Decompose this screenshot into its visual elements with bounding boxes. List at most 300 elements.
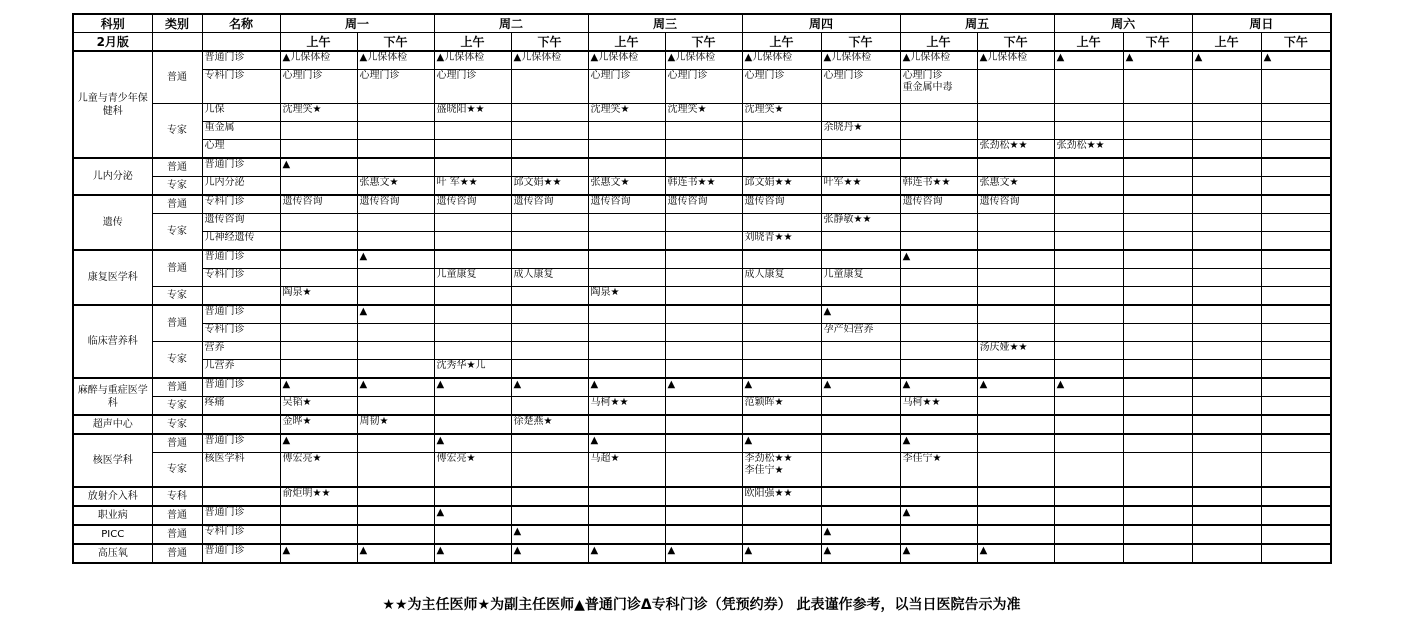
schedule-cell	[665, 397, 742, 416]
schedule-cell	[1261, 214, 1331, 232]
schedule-cell	[742, 342, 821, 360]
schedule-cell: ▲	[434, 544, 511, 563]
schedule-cell	[1192, 487, 1261, 506]
category-label: 普通	[152, 544, 202, 563]
schedule-cell	[1192, 434, 1261, 453]
category-label: 专家	[152, 453, 202, 488]
half-label: 下午	[357, 33, 434, 52]
schedule-cell	[1192, 269, 1261, 287]
schedule-cell	[588, 269, 665, 287]
department-name: 遗传	[73, 195, 152, 250]
schedule-cell: ▲	[1054, 378, 1123, 397]
schedule-cell	[434, 250, 511, 269]
schedule-cell	[1123, 342, 1192, 360]
schedule-cell: ▲	[665, 544, 742, 563]
schedule-cell	[1192, 544, 1261, 563]
schedule-cell: 金晔★	[280, 415, 357, 434]
schedule-cell	[977, 525, 1054, 544]
schedule-cell	[1123, 269, 1192, 287]
schedule-cell	[1054, 434, 1123, 453]
schedule-cell	[1192, 232, 1261, 251]
schedule-cell	[1261, 250, 1331, 269]
schedule-cell	[511, 305, 588, 324]
schedule-cell	[588, 250, 665, 269]
schedule-cell: 遗传咨询	[434, 195, 511, 214]
schedule-cell: ▲	[588, 544, 665, 563]
clinic-name: 普通门诊	[202, 378, 280, 397]
schedule-cell: 心理门诊 重金属中毒	[900, 70, 977, 104]
schedule-cell: ▲儿保体检	[977, 51, 1054, 70]
schedule-cell	[511, 324, 588, 342]
schedule-cell: 遗传咨询	[511, 195, 588, 214]
schedule-cell	[821, 434, 900, 453]
clinic-name: 普通门诊	[202, 544, 280, 563]
schedule-cell	[434, 324, 511, 342]
schedule-cell	[742, 360, 821, 379]
schedule-cell	[900, 140, 977, 159]
clinic-name	[202, 287, 280, 306]
table-row	[73, 324, 1331, 342]
schedule-cell: 余晓丹★	[821, 122, 900, 140]
schedule-cell	[1054, 195, 1123, 214]
schedule-cell	[1054, 158, 1123, 177]
department-name: 核医学科	[73, 434, 152, 487]
schedule-cell	[1054, 104, 1123, 122]
header-row-halves	[73, 33, 1331, 52]
schedule-cell: ▲	[357, 250, 434, 269]
schedule-cell: 沈理笑★	[280, 104, 357, 122]
schedule-cell	[1192, 305, 1261, 324]
category-label: 普通	[152, 525, 202, 544]
schedule-cell	[977, 453, 1054, 488]
schedule-cell	[1123, 232, 1192, 251]
schedule-cell: ▲	[280, 434, 357, 453]
header-thu: 周四	[742, 14, 900, 33]
schedule-cell	[1123, 195, 1192, 214]
schedule-cell	[1192, 214, 1261, 232]
schedule-cell	[665, 360, 742, 379]
table-row	[73, 140, 1331, 159]
schedule-cell	[977, 269, 1054, 287]
schedule-cell: 遗传咨询	[280, 195, 357, 214]
half-label: 上午	[280, 33, 357, 52]
table-row	[73, 51, 1331, 70]
schedule-cell	[357, 122, 434, 140]
schedule-cell	[1192, 140, 1261, 159]
schedule-cell	[1054, 525, 1123, 544]
schedule-cell	[1123, 544, 1192, 563]
clinic-name: 营养	[202, 342, 280, 360]
schedule-cell	[665, 305, 742, 324]
schedule-cell: 傅宏亮★	[280, 453, 357, 488]
category-label: 普通	[152, 305, 202, 342]
schedule-cell	[280, 342, 357, 360]
schedule-cell: 马柯★★	[588, 397, 665, 416]
category-label: 普通	[152, 51, 202, 104]
schedule-cell	[1123, 434, 1192, 453]
schedule-cell	[1123, 453, 1192, 488]
schedule-cell: ▲儿保体检	[742, 51, 821, 70]
schedule-cell	[900, 487, 977, 506]
schedule-cell	[434, 158, 511, 177]
schedule-cell	[280, 506, 357, 525]
schedule-cell	[1123, 214, 1192, 232]
schedule-cell	[588, 305, 665, 324]
schedule-cell	[434, 232, 511, 251]
schedule-cell	[1192, 158, 1261, 177]
schedule-cell	[821, 397, 900, 416]
half-label: 下午	[1261, 33, 1331, 52]
schedule-cell	[357, 214, 434, 232]
clinic-name: 专科门诊	[202, 269, 280, 287]
half-label: 上午	[742, 33, 821, 52]
schedule-cell	[742, 305, 821, 324]
schedule-cell	[434, 487, 511, 506]
schedule-cell	[280, 232, 357, 251]
schedule-cell	[1261, 140, 1331, 159]
schedule-cell: 心理门诊	[357, 70, 434, 104]
schedule-cell	[665, 487, 742, 506]
schedule-cell: 成人康复	[511, 269, 588, 287]
schedule-cell: 沈秀华★儿	[434, 360, 511, 379]
schedule-cell: ▲	[821, 525, 900, 544]
schedule-cell: 孕产妇营养	[821, 324, 900, 342]
schedule-cell	[977, 305, 1054, 324]
category-label: 普通	[152, 158, 202, 177]
schedule-cell: 遗传咨询	[900, 195, 977, 214]
schedule-cell	[1192, 342, 1261, 360]
category-label: 普通	[152, 250, 202, 287]
schedule-cell	[1192, 177, 1261, 196]
schedule-cell	[1261, 122, 1331, 140]
schedule-cell	[1192, 506, 1261, 525]
schedule-cell	[357, 434, 434, 453]
schedule-cell	[742, 324, 821, 342]
schedule-cell	[977, 104, 1054, 122]
schedule-cell: ▲	[821, 544, 900, 563]
schedule-cell: 遗传咨询	[977, 195, 1054, 214]
schedule-cell	[977, 122, 1054, 140]
schedule-cell	[280, 305, 357, 324]
schedule-cell	[1054, 506, 1123, 525]
schedule-cell	[1054, 544, 1123, 563]
schedule-cell	[742, 250, 821, 269]
schedule-cell: 叶 军★★	[434, 177, 511, 196]
schedule-cell	[900, 287, 977, 306]
clinic-name: 儿保	[202, 104, 280, 122]
schedule-cell: 心理门诊	[588, 70, 665, 104]
schedule-cell: ▲	[280, 158, 357, 177]
schedule-cell	[1261, 158, 1331, 177]
schedule-cell	[821, 158, 900, 177]
schedule-cell	[821, 104, 900, 122]
schedule-cell: ▲	[434, 378, 511, 397]
schedule-cell: ▲儿保体检	[588, 51, 665, 70]
schedule-cell	[1261, 434, 1331, 453]
legend-note: ★★为主任医师★为副主任医师▲普通门诊Δ专科门诊（凭预约券） 此表谨作参考，以当日医院告示为准	[382, 597, 1021, 613]
schedule-cell	[1123, 525, 1192, 544]
schedule-cell	[900, 104, 977, 122]
schedule-cell	[1054, 70, 1123, 104]
schedule-cell	[900, 122, 977, 140]
table-row	[73, 360, 1331, 379]
schedule-cell	[1123, 122, 1192, 140]
schedule-cell	[1261, 506, 1331, 525]
schedule-cell	[1261, 453, 1331, 488]
department-name: 康复医学科	[73, 250, 152, 305]
schedule-cell: 心理门诊	[665, 70, 742, 104]
schedule-cell	[742, 506, 821, 525]
schedule-cell: 李劲松★★ 李佳宁★	[742, 453, 821, 488]
table-row	[73, 232, 1331, 251]
schedule-cell	[511, 214, 588, 232]
schedule-cell: ▲	[742, 434, 821, 453]
schedule-cell: ▲	[821, 378, 900, 397]
schedule-cell	[588, 525, 665, 544]
schedule-cell	[1261, 487, 1331, 506]
schedule-cell	[434, 342, 511, 360]
clinic-name: 重金属	[202, 122, 280, 140]
schedule-cell	[977, 506, 1054, 525]
schedule-cell: ▲儿保体检	[434, 51, 511, 70]
schedule-cell: 俞炬明★★	[280, 487, 357, 506]
schedule-cell: 马超★	[588, 453, 665, 488]
department-name: 高压氧	[73, 544, 152, 563]
schedule-cell	[1192, 70, 1261, 104]
schedule-cell	[1123, 397, 1192, 416]
header-sun: 周日	[1192, 14, 1331, 33]
schedule-cell: 马柯★★	[900, 397, 977, 416]
table-row	[73, 214, 1331, 232]
schedule-cell: 韩连书★★	[665, 177, 742, 196]
schedule-cell	[1192, 378, 1261, 397]
schedule-cell: 陶泉★	[588, 287, 665, 306]
schedule-cell	[665, 525, 742, 544]
schedule-cell	[511, 506, 588, 525]
table-row	[73, 158, 1331, 177]
schedule-cell: 沈理笑★	[588, 104, 665, 122]
table-row	[73, 378, 1331, 397]
schedule-cell: ▲	[588, 434, 665, 453]
schedule-cell: ▲	[434, 506, 511, 525]
schedule-cell	[1261, 415, 1331, 434]
header-clinic-name: 名称	[202, 14, 280, 33]
schedule-cell: ▲	[900, 378, 977, 397]
schedule-cell: 张劲松★★	[1054, 140, 1123, 159]
schedule-cell	[1123, 415, 1192, 434]
schedule-cell	[821, 506, 900, 525]
table-row	[73, 453, 1331, 488]
clinic-name: 普通门诊	[202, 158, 280, 177]
schedule-cell: 叶军★★	[821, 177, 900, 196]
schedule-cell: ▲	[900, 506, 977, 525]
schedule-cell: 张惠文★	[588, 177, 665, 196]
schedule-cell	[977, 70, 1054, 104]
schedule-cell	[977, 324, 1054, 342]
half-label: 下午	[665, 33, 742, 52]
schedule-cell: 陶泉★	[280, 287, 357, 306]
schedule-cell	[280, 360, 357, 379]
version-label: 2月版	[73, 33, 152, 52]
schedule-cell: ▲	[357, 544, 434, 563]
schedule-cell: ▲	[1123, 51, 1192, 70]
header-dept: 科别	[73, 14, 152, 33]
schedule-cell: 张惠文★	[357, 177, 434, 196]
schedule-cell	[742, 287, 821, 306]
schedule-cell	[977, 487, 1054, 506]
table-row	[73, 305, 1331, 324]
schedule-cell	[977, 360, 1054, 379]
schedule-cell: 遗传咨询	[357, 195, 434, 214]
schedule-cell	[665, 250, 742, 269]
schedule-cell	[1261, 287, 1331, 306]
table-row	[73, 487, 1331, 506]
schedule-cell	[357, 342, 434, 360]
schedule-cell	[1261, 195, 1331, 214]
schedule-cell: ▲儿保体检	[900, 51, 977, 70]
schedule-cell	[1192, 104, 1261, 122]
schedule-cell	[511, 434, 588, 453]
table-row	[73, 104, 1331, 122]
schedule-cell	[588, 415, 665, 434]
table-row	[73, 177, 1331, 196]
schedule-cell	[1261, 104, 1331, 122]
department-name: 儿内分泌	[73, 158, 152, 195]
schedule-cell	[1054, 232, 1123, 251]
schedule-cell	[900, 214, 977, 232]
schedule-cell	[665, 453, 742, 488]
schedule-cell: 心理门诊	[821, 70, 900, 104]
clinic-name: 儿内分泌	[202, 177, 280, 196]
schedule-cell: ▲	[357, 378, 434, 397]
schedule-cell: ▲	[1261, 51, 1331, 70]
category-label: 普通	[152, 434, 202, 453]
schedule-cell	[511, 487, 588, 506]
schedule-cell	[434, 305, 511, 324]
schedule-cell	[742, 525, 821, 544]
department-name: 麻醉与重症医学科	[73, 378, 152, 415]
half-label: 下午	[977, 33, 1054, 52]
schedule-cell: 邱文娟★★	[742, 177, 821, 196]
schedule-cell	[1261, 342, 1331, 360]
schedule-cell: 成人康复	[742, 269, 821, 287]
schedule-cell	[511, 453, 588, 488]
schedule-cell	[434, 397, 511, 416]
clinic-name: 普通门诊	[202, 51, 280, 70]
schedule-cell: 汤庆娅★★	[977, 342, 1054, 360]
schedule-cell	[1054, 177, 1123, 196]
schedule-cell	[821, 360, 900, 379]
clinic-name: 专科门诊	[202, 70, 280, 104]
schedule-cell	[977, 415, 1054, 434]
table-row	[73, 397, 1331, 416]
schedule-cell	[1054, 453, 1123, 488]
table-row	[73, 544, 1331, 563]
schedule-cell: ▲	[280, 544, 357, 563]
half-label: 上午	[900, 33, 977, 52]
schedule-cell	[1123, 140, 1192, 159]
schedule-cell: ▲	[821, 305, 900, 324]
schedule-cell	[1261, 305, 1331, 324]
schedule-cell: 沈理笑★	[742, 104, 821, 122]
schedule-cell: ▲	[742, 544, 821, 563]
schedule-cell	[1261, 360, 1331, 379]
schedule-cell: 心理门诊	[280, 70, 357, 104]
schedule-cell	[1054, 415, 1123, 434]
table-row	[73, 506, 1331, 525]
schedule-cell	[1192, 525, 1261, 544]
table-row	[73, 250, 1331, 269]
schedule-cell	[588, 140, 665, 159]
schedule-body	[73, 14, 1331, 563]
schedule-cell	[1261, 269, 1331, 287]
schedule-cell: ▲	[900, 434, 977, 453]
schedule-cell	[1192, 397, 1261, 416]
schedule-cell	[1123, 305, 1192, 324]
schedule-cell	[357, 324, 434, 342]
schedule-cell	[1054, 269, 1123, 287]
category-label: 专家	[152, 214, 202, 251]
schedule-cell	[900, 269, 977, 287]
schedule-cell	[665, 324, 742, 342]
schedule-cell	[434, 415, 511, 434]
schedule-cell	[511, 287, 588, 306]
clinic-name: 专科门诊	[202, 525, 280, 544]
schedule-cell	[280, 122, 357, 140]
schedule-cell: 张劲松★★	[977, 140, 1054, 159]
clinic-name	[202, 415, 280, 434]
schedule-cell: 吴韬★	[280, 397, 357, 416]
schedule-cell	[900, 360, 977, 379]
schedule-cell	[434, 214, 511, 232]
schedule-cell: 儿童康复	[821, 269, 900, 287]
schedule-cell: 刘晓青★★	[742, 232, 821, 251]
category-label: 专科	[152, 487, 202, 506]
schedule-cell	[900, 305, 977, 324]
schedule-cell	[357, 104, 434, 122]
schedule-cell	[900, 232, 977, 251]
category-label: 专家	[152, 177, 202, 196]
half-label: 下午	[821, 33, 900, 52]
schedule-cell	[1123, 287, 1192, 306]
schedule-cell: 心理门诊	[434, 70, 511, 104]
schedule-cell	[1054, 397, 1123, 416]
clinic-name: 心理	[202, 140, 280, 159]
schedule-cell	[1123, 378, 1192, 397]
schedule-cell	[434, 122, 511, 140]
schedule-cell	[665, 269, 742, 287]
schedule-cell	[280, 525, 357, 544]
schedule-cell	[280, 214, 357, 232]
schedule-cell	[900, 324, 977, 342]
schedule-cell	[1123, 104, 1192, 122]
table-row	[73, 434, 1331, 453]
schedule-cell: ▲儿保体检	[821, 51, 900, 70]
schedule-cell	[1261, 177, 1331, 196]
schedule-cell	[434, 140, 511, 159]
schedule-cell	[357, 232, 434, 251]
schedule-cell: 遗传咨询	[665, 195, 742, 214]
schedule-cell	[1123, 177, 1192, 196]
clinic-name: 核医学科	[202, 453, 280, 488]
schedule-cell: 徐楚燕★	[511, 415, 588, 434]
department-name: PICC	[73, 525, 152, 544]
schedule-cell	[665, 140, 742, 159]
clinic-name: 普通门诊	[202, 250, 280, 269]
schedule-cell	[511, 232, 588, 251]
schedule-cell	[357, 525, 434, 544]
schedule-cell	[1054, 287, 1123, 306]
